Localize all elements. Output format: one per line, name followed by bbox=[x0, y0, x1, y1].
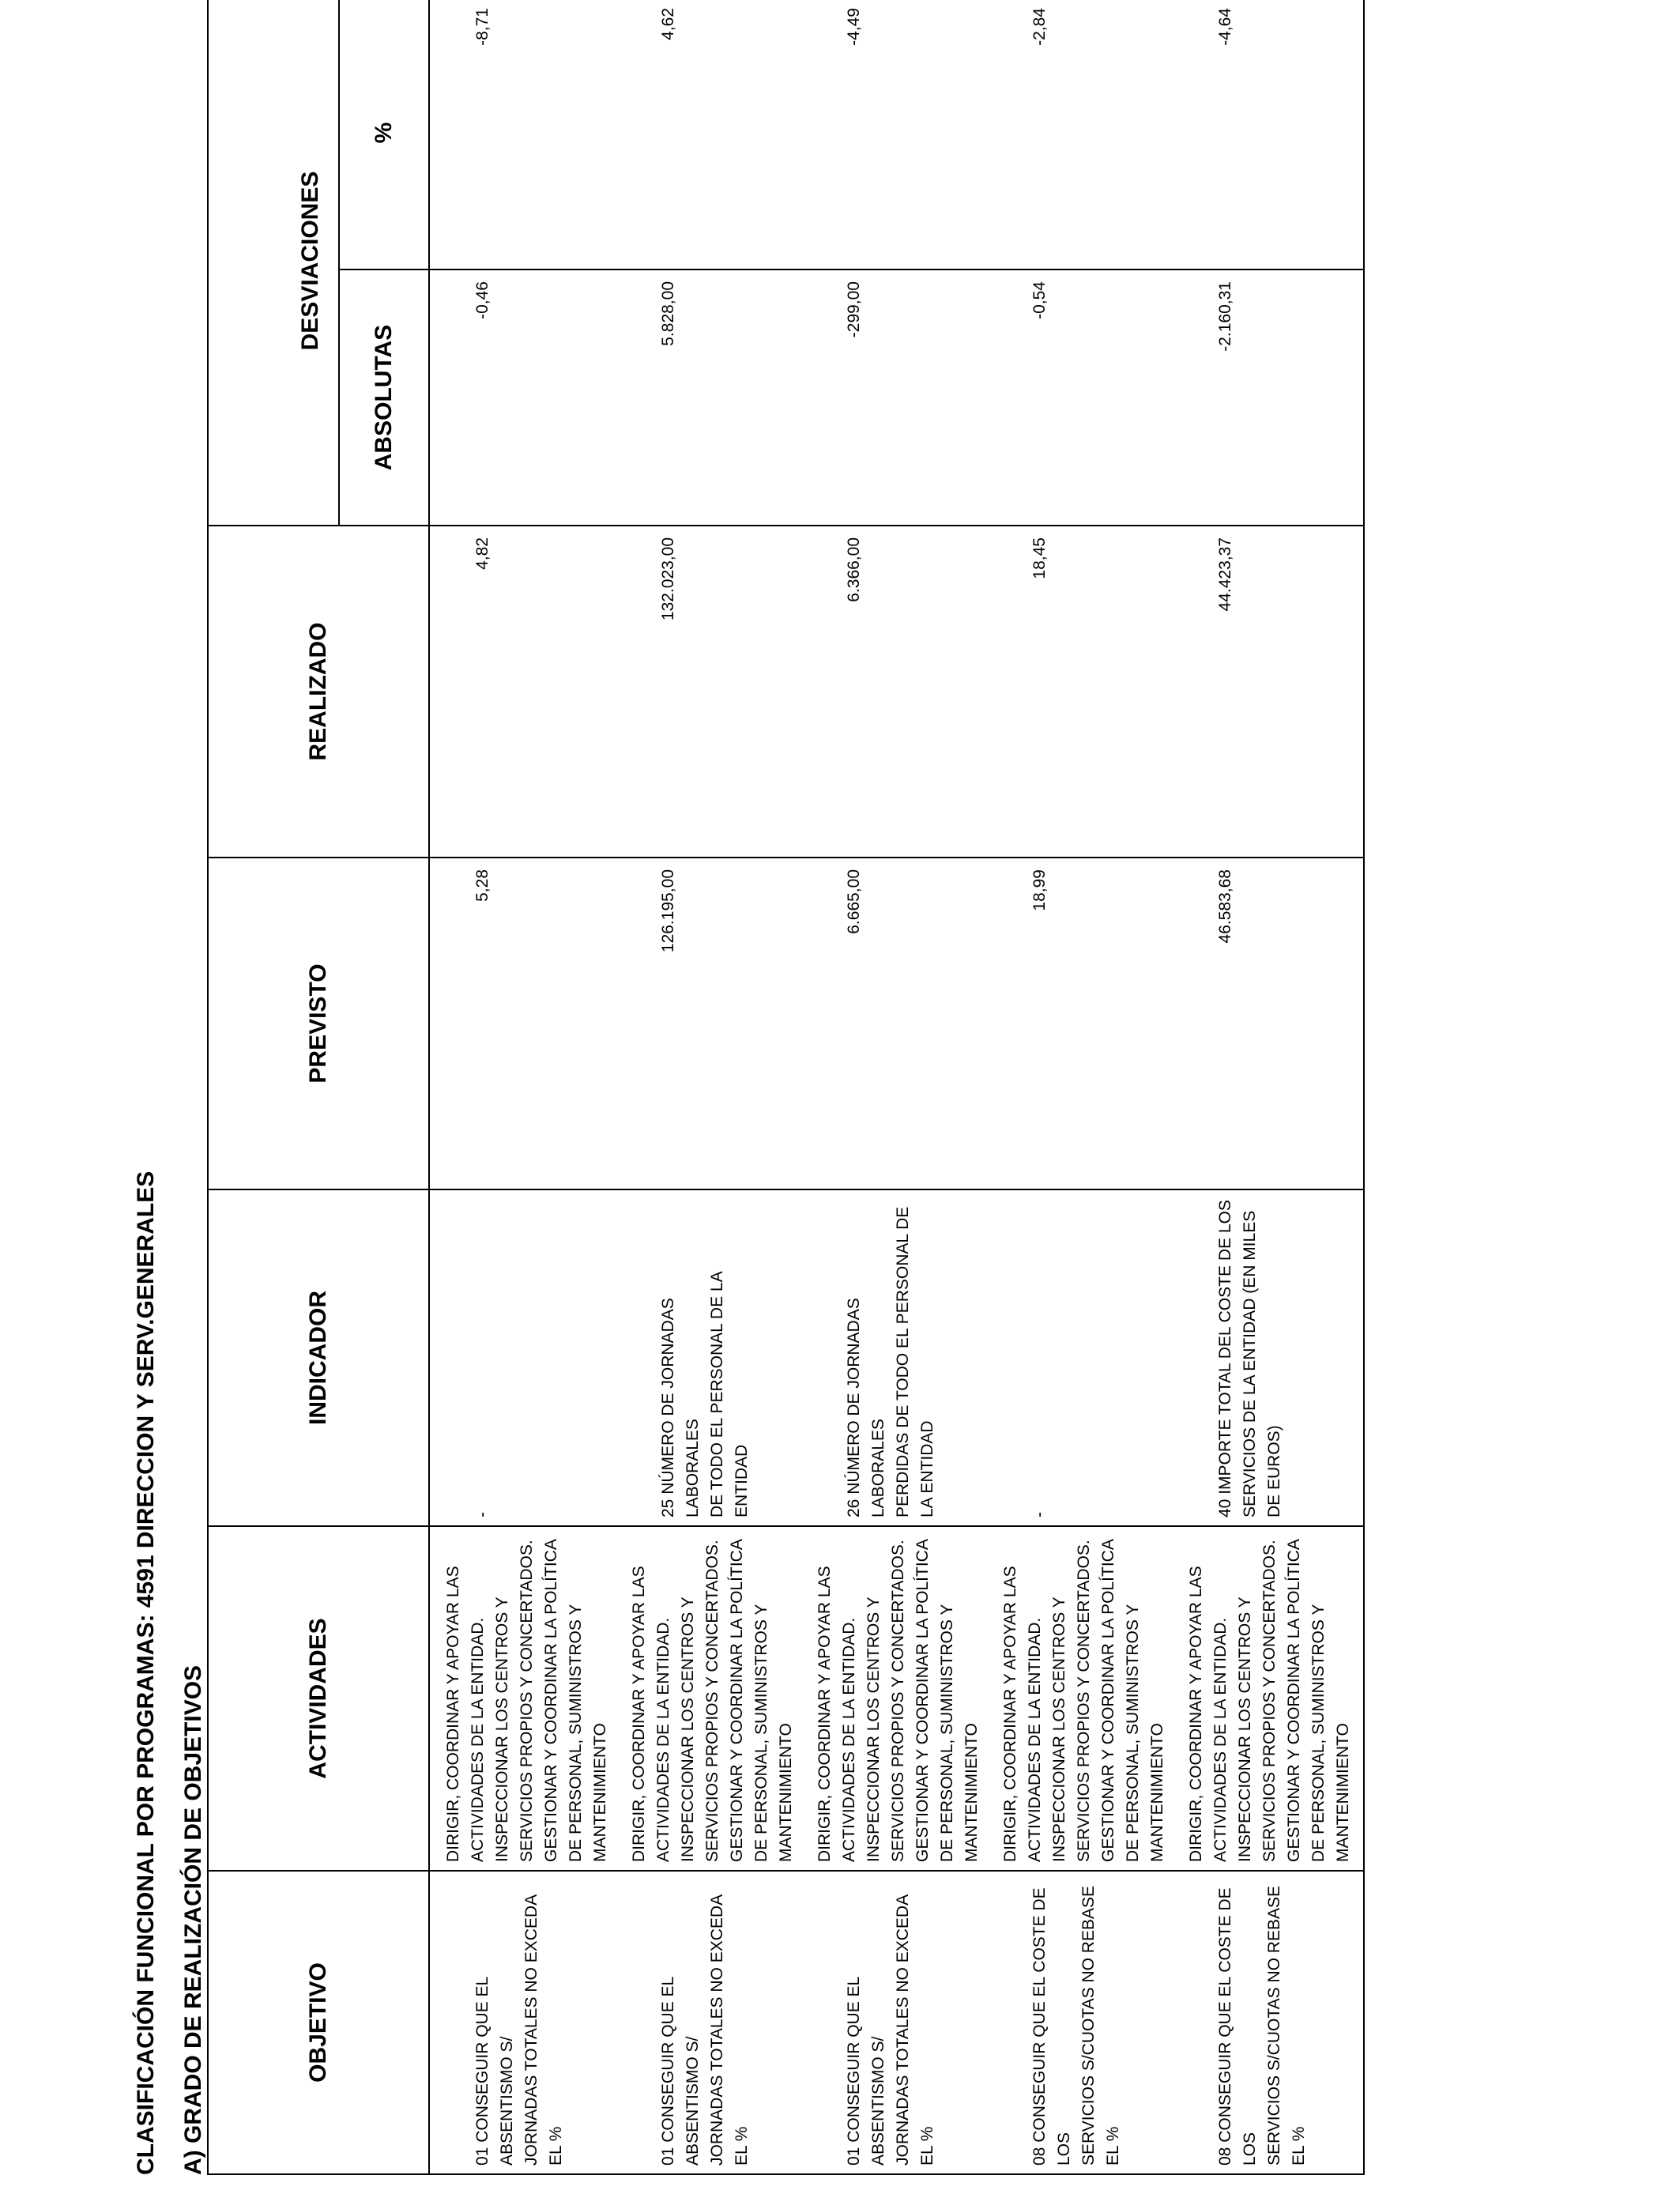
cell-actividades: DIRIGIR, COORDINAR Y APOYAR LAS ACTIVIDADES DE LA ENTIDAD. INSPECCIONAR LOS CENTROS Y SERVICIOS PROPIOS Y CONCERTADOS. GESTIONAR Y COORDINAR LA POLÍTICA DE PERSONAL, SUMINISTROS Y MANTENIMIENTO bbox=[1173, 1526, 1364, 1871]
cell-objetivo-text: 01 CONSEGUIR QUE EL ABSENTISMO S/ JORNADAS TOTALES NO EXCEDA EL % bbox=[845, 1895, 936, 2166]
table-row bbox=[801, 0, 987, 2174]
cell-indicador bbox=[987, 1189, 1173, 1526]
cell-previsto bbox=[801, 858, 987, 1189]
cell-indicador-text: 26 NÚMERO DE JORNADAS LABORALES PERDIDAS DE TODO EL PERSONAL DE LA ENTIDAD bbox=[845, 1206, 936, 1517]
cell-realizado-text: 18,45 bbox=[1030, 537, 1049, 579]
cell-objetivo bbox=[1173, 1871, 1364, 2174]
column-header-realizado: REALIZADO bbox=[208, 526, 429, 858]
objectives-table bbox=[207, 0, 1365, 2175]
cell-porcentaje bbox=[1173, 0, 1364, 270]
section-subtitle: A) GRADO DE REALIZACIÓN DE OBJETIVOS bbox=[180, 1664, 206, 2175]
cell-absolutas bbox=[616, 270, 801, 526]
column-header-previsto: PREVISTO bbox=[208, 858, 429, 1189]
cell-objetivo-text: 01 CONSEGUIR QUE EL ABSENTISMO S/ JORNADAS TOTALES NO EXCEDA EL % bbox=[473, 1895, 565, 2166]
cell-previsto bbox=[987, 858, 1173, 1189]
column-header-desviaciones: DESVIACIONES bbox=[208, 0, 339, 526]
column-header-indicador: INDICADOR bbox=[208, 1189, 429, 1526]
table-row bbox=[616, 0, 801, 2174]
cell-realizado-text: 132.023,00 bbox=[659, 537, 677, 621]
cell-indicador bbox=[616, 1189, 801, 1526]
cell-actividades: DIRIGIR, COORDINAR Y APOYAR LAS ACTIVIDADES DE LA ENTIDAD. INSPECCIONAR LOS CENTROS Y SERVICIOS PROPIOS Y CONCERTADOS. GESTIONAR Y COORDINAR LA POLÍTICA DE PERSONAL, SUMINISTROS Y MANTENIMIENTO bbox=[987, 1526, 1173, 1871]
cell-porcentaje bbox=[616, 0, 801, 270]
cell-previsto bbox=[429, 858, 616, 1189]
cell-previsto-text: 18,99 bbox=[1030, 869, 1049, 911]
cell-objetivo-text: 08 CONSEGUIR QUE EL COSTE DE LOS SERVICIOS S/CUOTAS NO REBASE EL % bbox=[1030, 1886, 1122, 2166]
document-title: CLASIFICACIÓN FUNCIONAL POR PROGRAMAS: 4591 DIRECCION Y SERV.GENERALES bbox=[133, 1171, 159, 2175]
table-row bbox=[1173, 0, 1364, 2174]
cell-indicador bbox=[1173, 1189, 1364, 1526]
cell-porcentaje-text: -8,71 bbox=[473, 8, 492, 46]
cell-realizado bbox=[429, 526, 616, 858]
cell-realizado-text: 44.423,37 bbox=[1216, 537, 1234, 612]
cell-indicador-text: 25 NÚMERO DE JORNADAS LABORALES DE TODO EL PERSONAL DE LA ENTIDAD bbox=[659, 1272, 751, 1517]
table-row bbox=[987, 0, 1173, 2174]
cell-realizado bbox=[801, 526, 987, 858]
cell-objetivo bbox=[987, 1871, 1173, 2174]
cell-indicador bbox=[801, 1189, 987, 1526]
cell-realizado-text: 6.366,00 bbox=[845, 537, 863, 602]
cell-absolutas-text: -0,54 bbox=[1030, 281, 1049, 319]
cell-absolutas-text: -0,46 bbox=[473, 281, 492, 319]
cell-realizado bbox=[1173, 526, 1364, 858]
cell-objetivo-text: 08 CONSEGUIR QUE EL COSTE DE LOS SERVICIOS S/CUOTAS NO REBASE EL % bbox=[1216, 1886, 1308, 2166]
cell-porcentaje bbox=[987, 0, 1173, 270]
cell-actividades: DIRIGIR, COORDINAR Y APOYAR LAS ACTIVIDADES DE LA ENTIDAD. INSPECCIONAR LOS CENTROS Y SERVICIOS PROPIOS Y CONCERTADOS. GESTIONAR Y COORDINAR LA POLÍTICA DE PERSONAL, SUMINISTROS Y MANTENIMIENTO bbox=[616, 1526, 801, 1871]
cell-objetivo bbox=[429, 1871, 616, 2174]
cell-absolutas bbox=[429, 270, 616, 526]
cell-porcentaje-text: -2,84 bbox=[1030, 8, 1049, 46]
cell-porcentaje bbox=[801, 0, 987, 270]
cell-previsto-text: 126.195,00 bbox=[659, 869, 677, 953]
cell-porcentaje-text: -4,49 bbox=[845, 8, 863, 46]
cell-previsto bbox=[1173, 858, 1364, 1189]
cell-porcentaje bbox=[429, 0, 616, 270]
cell-indicador-text: - bbox=[1030, 1512, 1049, 1517]
cell-absolutas-text: 5.828,00 bbox=[659, 281, 677, 346]
cell-indicador-text: - bbox=[473, 1512, 492, 1517]
cell-actividades: DIRIGIR, COORDINAR Y APOYAR LAS ACTIVIDADES DE LA ENTIDAD. INSPECCIONAR LOS CENTROS Y SERVICIOS PROPIOS Y CONCERTADOS. GESTIONAR Y COORDINAR LA POLÍTICA DE PERSONAL, SUMINISTROS Y MANTENIMIENTO bbox=[801, 1526, 987, 1871]
cell-porcentaje-text: -4,64 bbox=[1216, 8, 1234, 46]
cell-absolutas-text: -2.160,31 bbox=[1216, 281, 1234, 352]
column-header-objetivo: OBJETIVO bbox=[208, 1871, 429, 2174]
table-row bbox=[429, 0, 616, 2174]
cell-porcentaje-text: 4,62 bbox=[659, 8, 677, 40]
cell-indicador-text: 40 IMPORTE TOTAL DEL COSTE DE LOS SERVICIOS DE LA ENTIDAD (EN MILES DE EUROS) bbox=[1216, 1200, 1283, 1517]
cell-actividades: DIRIGIR, COORDINAR Y APOYAR LAS ACTIVIDADES DE LA ENTIDAD. INSPECCIONAR LOS CENTROS Y SERVICIOS PROPIOS Y CONCERTADOS. GESTIONAR Y COORDINAR LA POLÍTICA DE PERSONAL, SUMINISTROS Y MANTENIMIENTO bbox=[429, 1526, 616, 1871]
cell-realizado-text: 4,82 bbox=[473, 537, 492, 570]
cell-objetivo bbox=[801, 1871, 987, 2174]
table-header-row bbox=[208, 0, 339, 2174]
cell-objetivo-text: 01 CONSEGUIR QUE EL ABSENTISMO S/ JORNADAS TOTALES NO EXCEDA EL % bbox=[659, 1895, 751, 2166]
cell-absolutas-text: -299,00 bbox=[845, 281, 863, 338]
column-header-absolutas: ABSOLUTAS bbox=[339, 270, 429, 526]
cell-absolutas bbox=[987, 270, 1173, 526]
cell-realizado bbox=[987, 526, 1173, 858]
cell-absolutas bbox=[1173, 270, 1364, 526]
column-header-porcentaje: % bbox=[339, 0, 429, 270]
cell-previsto bbox=[616, 858, 801, 1189]
cell-realizado bbox=[616, 526, 801, 858]
cell-indicador bbox=[429, 1189, 616, 1526]
cell-previsto-text: 6.665,00 bbox=[845, 869, 863, 934]
cell-objetivo bbox=[616, 1871, 801, 2174]
column-header-actividades: ACTIVIDADES bbox=[208, 1526, 429, 1871]
table-body bbox=[429, 0, 1364, 2174]
cell-previsto-text: 46.583,68 bbox=[1216, 869, 1234, 944]
cell-previsto-text: 5,28 bbox=[473, 869, 492, 902]
cell-absolutas bbox=[801, 270, 987, 526]
